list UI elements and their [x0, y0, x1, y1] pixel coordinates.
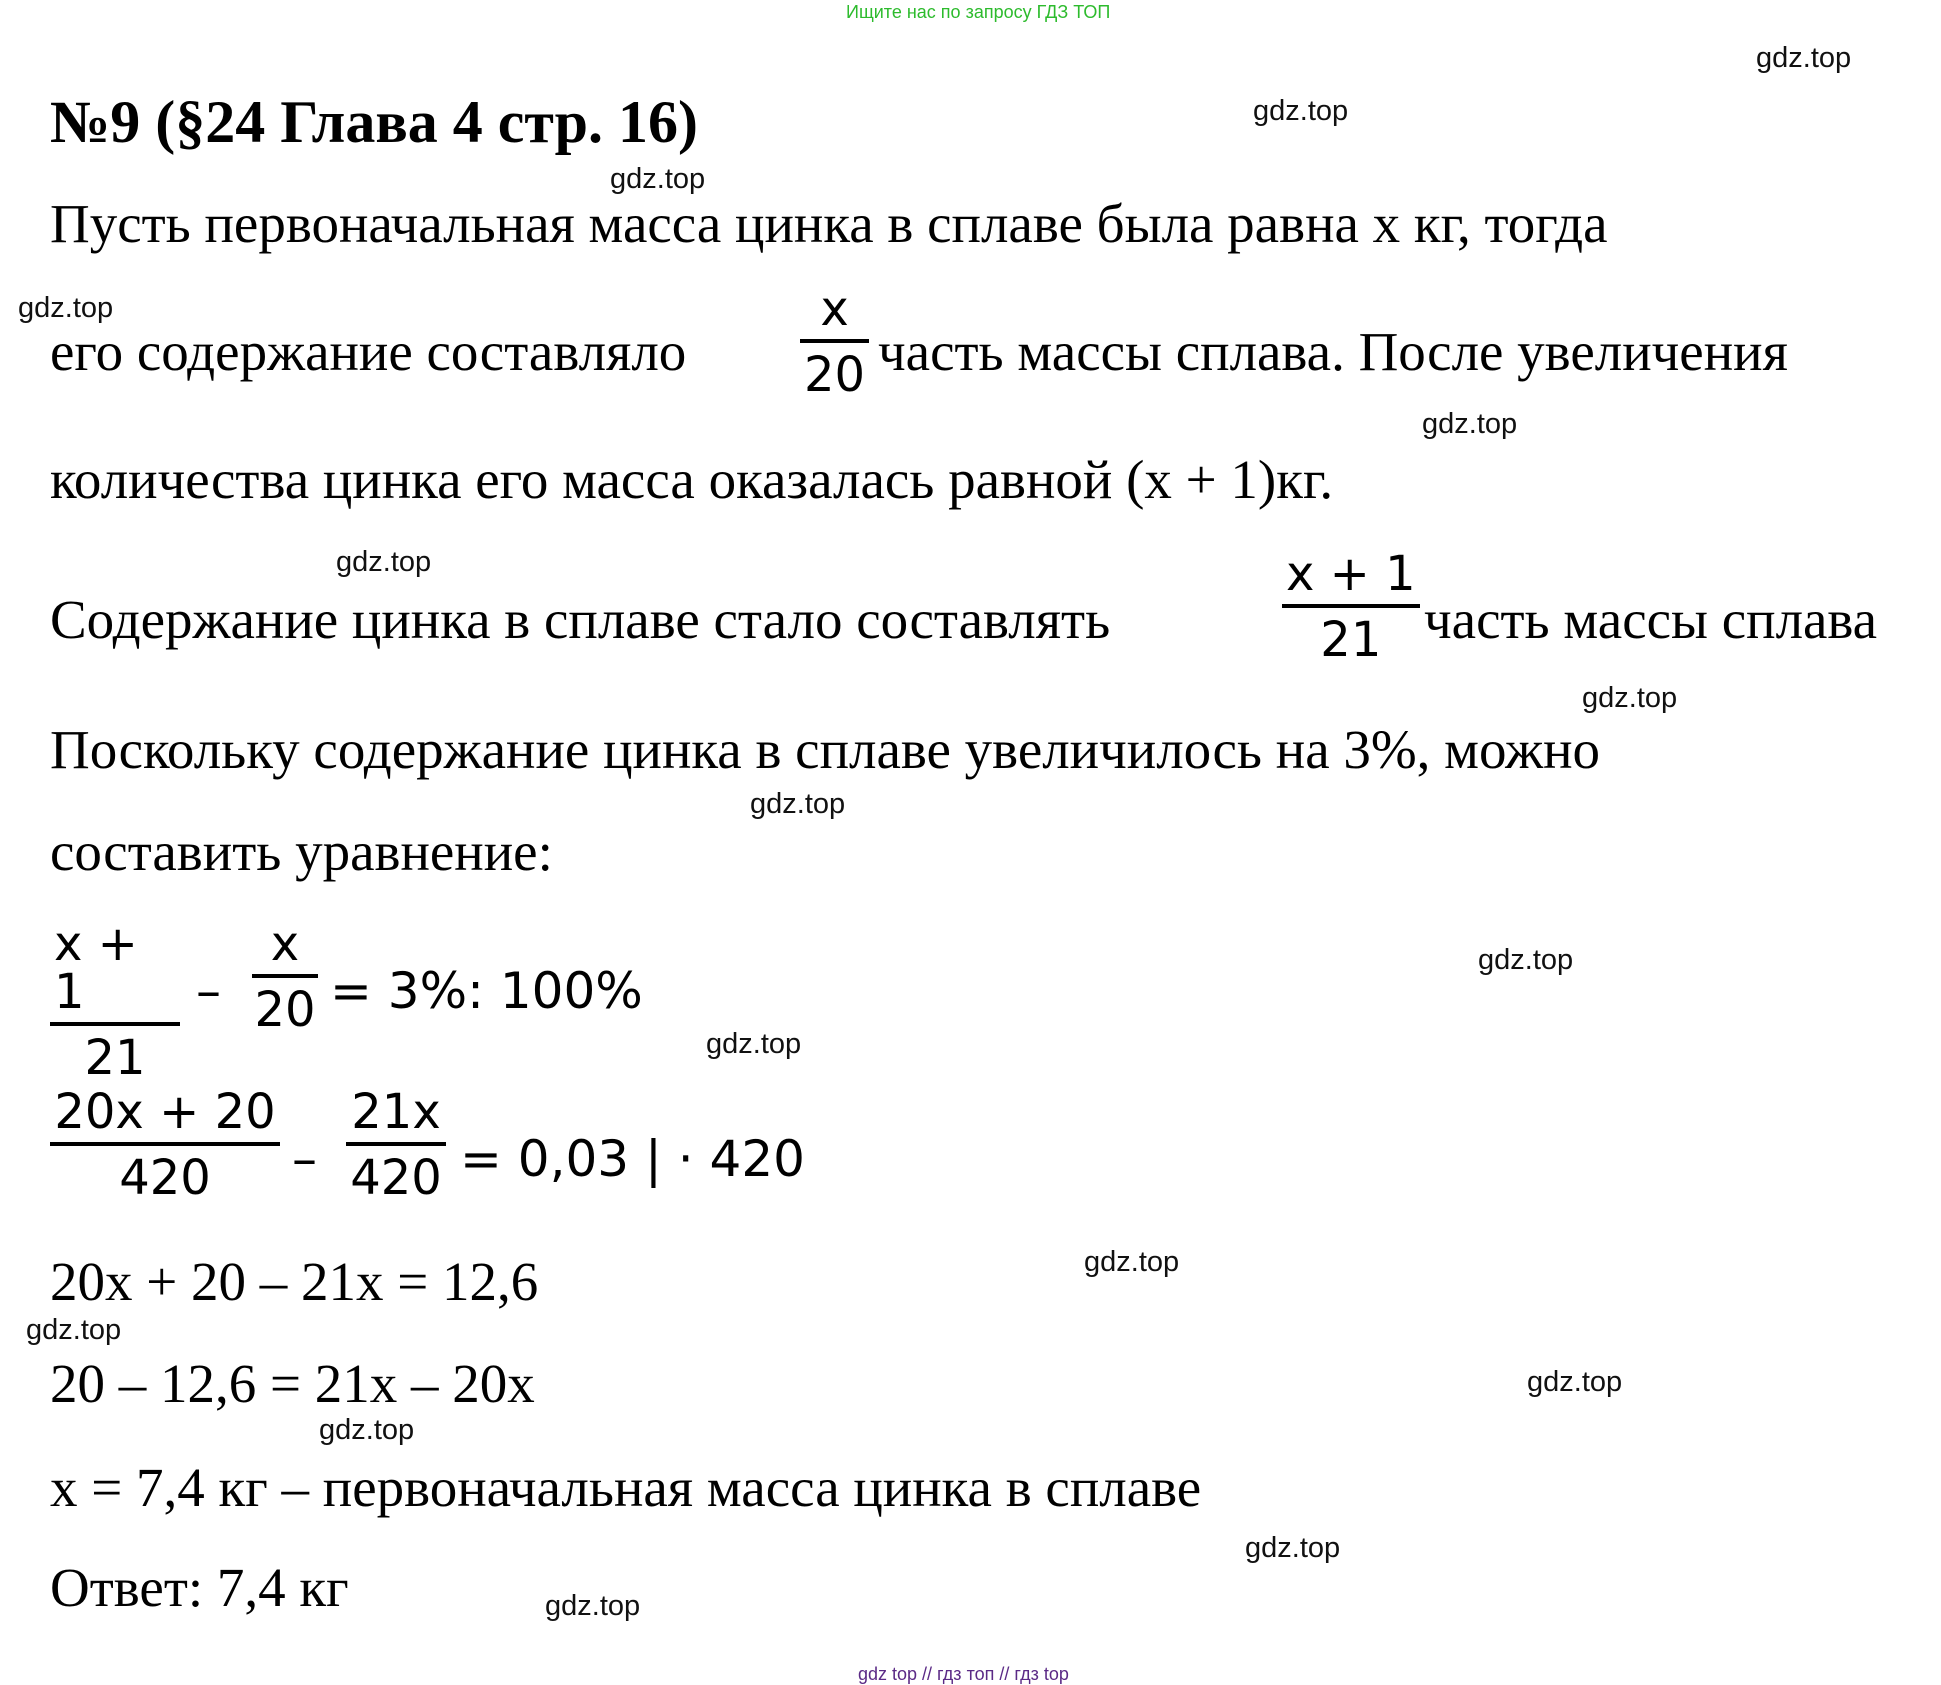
watermark: gdz.top — [26, 1314, 122, 1346]
text-line-1: Пусть первоначальная масса цинка в сплаве была равна x кг, тогда — [50, 193, 1608, 254]
fraction-numerator: x + 1 — [1286, 546, 1416, 602]
watermark: gdz.top — [1756, 42, 1852, 74]
text-line-5: Поскольку содержание цинка в сплаве увеличилось на 3%, можно — [50, 719, 1601, 780]
watermark: gdz.top — [706, 1028, 802, 1060]
search-banner: Ищите нас по запросу ГДЗ ТОП — [846, 2, 1111, 22]
watermark: gdz.top — [610, 163, 706, 195]
eq2-minus: – — [292, 1130, 317, 1188]
eq1-minus: – — [196, 962, 221, 1020]
fraction-x-plus-1-over-21 — [1282, 546, 1420, 668]
eq2-rhs: = 0,03 | · 420 — [460, 1130, 805, 1188]
fraction-numerator: x — [820, 281, 849, 337]
text-line-4-before: Содержание цинка в сплаве стало составлять — [50, 589, 1111, 650]
watermark: gdz.top — [1245, 1532, 1341, 1564]
watermark: gdz.top — [1582, 682, 1678, 714]
fraction-numerator: 21x — [351, 1084, 441, 1140]
eq1-fraction-2 — [252, 916, 318, 1038]
fraction-numerator: x + 1 — [54, 916, 138, 1020]
watermark: gdz.top — [1527, 1366, 1623, 1398]
watermark: gdz.top — [319, 1414, 415, 1446]
fraction-denominator: 20 — [804, 347, 866, 403]
watermark: gdz.top — [545, 1590, 641, 1622]
fraction-denominator: 420 — [350, 1150, 442, 1206]
eq5: x = 7,4 кг – первоначальная масса цинка в сплаве — [50, 1457, 1202, 1518]
fraction-denominator: 420 — [119, 1150, 211, 1206]
fraction-x-over-20 — [800, 281, 869, 403]
fraction-numerator: x — [270, 916, 300, 972]
watermark: gdz.top — [1422, 408, 1518, 440]
footer-links: gdz top // гдз топ // гдз top — [858, 1664, 1069, 1684]
text-line-4-after: часть массы сплава — [1424, 589, 1878, 650]
text-line-6: составить уравнение: — [50, 821, 553, 882]
eq2-fraction-1 — [50, 1084, 280, 1206]
eq1-fraction-1 — [50, 916, 180, 1086]
text-line-2-after: часть массы сплава. После увеличения — [878, 321, 1788, 382]
eq4: 20 – 12,6 = 21x – 20x — [50, 1353, 535, 1414]
watermark: gdz.top — [750, 788, 846, 820]
watermark: gdz.top — [336, 546, 432, 578]
eq1-rhs: = 3%: 100% — [330, 962, 643, 1020]
watermark: gdz.top — [1253, 95, 1349, 127]
eq2-fraction-2 — [346, 1084, 446, 1206]
fraction-denominator: 21 — [1320, 612, 1382, 668]
text-line-2-before: его содержание составляло — [50, 321, 687, 382]
answer: Ответ: 7,4 кг — [50, 1557, 349, 1618]
watermark: gdz.top — [1478, 944, 1574, 976]
fraction-denominator: 21 — [84, 1030, 146, 1086]
eq3: 20x + 20 – 21x = 12,6 — [50, 1251, 539, 1312]
fraction-numerator: 20x + 20 — [54, 1084, 276, 1140]
fraction-denominator: 20 — [254, 982, 316, 1038]
text-line-3: количества цинка его масса оказалась равной (x + 1)кг. — [50, 449, 1334, 510]
watermark: gdz.top — [18, 292, 114, 324]
watermark: gdz.top — [1084, 1246, 1180, 1278]
page-title: №9 (§24 Глава 4 стр. 16) — [50, 89, 698, 155]
